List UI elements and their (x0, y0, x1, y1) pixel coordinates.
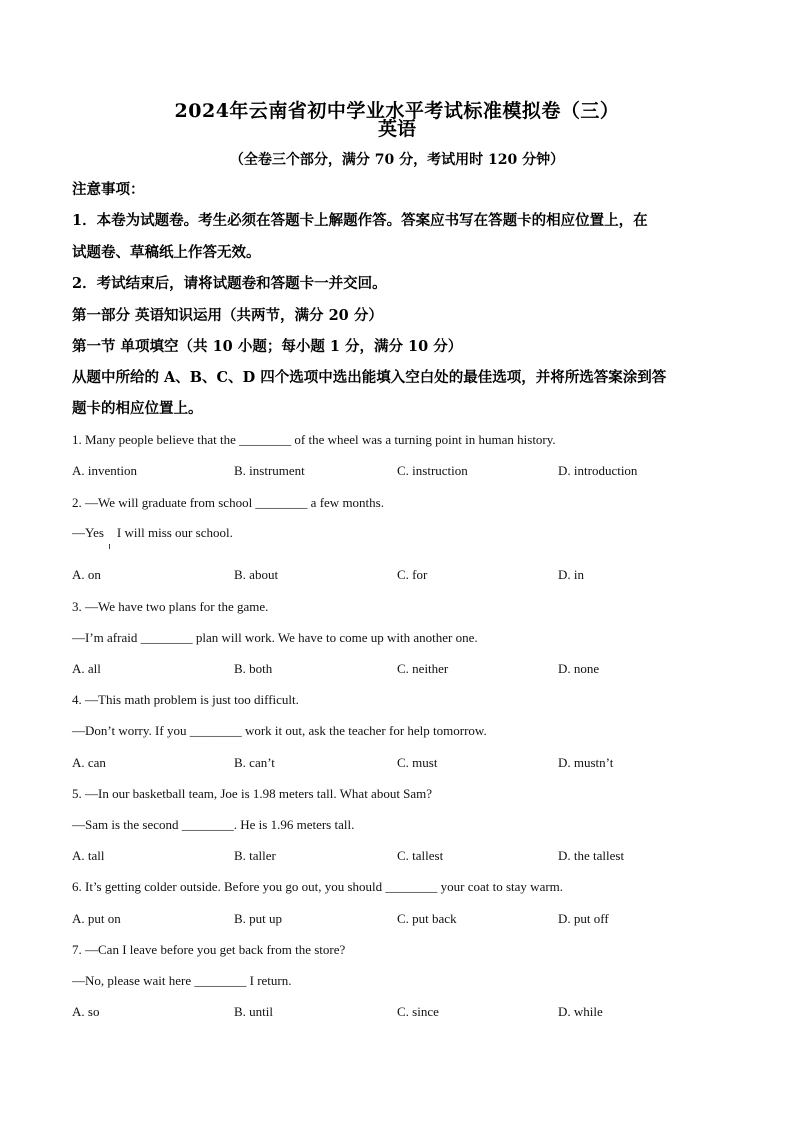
option-d: D. in (558, 567, 584, 582)
option-a: A. can (72, 755, 106, 770)
option-b: B. taller (234, 848, 276, 863)
question-4-reply: —Don’t worry. If you ________ work it out, ask the teacher for help tomorrow. (72, 723, 487, 738)
question-5-options (72, 847, 732, 865)
instruction-line-2: 题卡的相应位置上。 (72, 400, 203, 417)
question-1-options (72, 462, 732, 480)
option-a: A. on (72, 567, 101, 582)
option-d: D. mustn’t (558, 755, 614, 770)
question-3-options (72, 660, 732, 678)
option-c: C. for (397, 567, 428, 582)
option-b: B. about (234, 567, 279, 582)
question-7-stem: 7. —Can I leave before you get back from the store? (72, 942, 346, 957)
subject-title: 英语 (377, 118, 416, 140)
question-2-reply: —Yes I will miss our school. (72, 525, 233, 540)
question-1-stem: 1. Many people believe that the ________ of the wheel was a turning point in human history. (72, 432, 556, 447)
option-a: A. invention (72, 463, 137, 478)
option-d: D. none (558, 661, 600, 676)
option-c: C. tallest (397, 848, 444, 863)
option-d: D. introduction (558, 463, 638, 478)
question-3-reply: —I’m afraid ________ plan will work. We have to come up with another one. (72, 630, 478, 645)
notice-item-1-line-2: 试题卷、草稿纸上作答无效。 (72, 244, 261, 261)
option-c: C. since (397, 1004, 439, 1019)
question-4-stem: 4. —This math problem is just too difficult. (72, 692, 299, 707)
option-b: B. put up (234, 911, 283, 926)
option-c: C. put back (397, 911, 457, 926)
option-d: D. put off (558, 911, 609, 926)
section-title: 第一节 单项填空（共 10 小题；每小题 1 分，满分 10 分） (72, 338, 463, 355)
option-b: B. instrument (234, 463, 305, 478)
notice-heading: 注意事项： (72, 181, 145, 198)
instruction-line-1: 从题中所给的 A、B、C、D 四个选项中选出能填入空白处的最佳选项，并将所选答案涂到答 (72, 369, 667, 386)
option-d: D. the tallest (558, 848, 625, 863)
exam-title: 2024年云南省初中学业水平考试标准模拟卷（三） (174, 100, 620, 122)
part-title: 第一部分 英语知识运用（共两节，满分 20 分） (72, 307, 383, 324)
question-2-stem: 2. —We will graduate from school ________ a few months. (72, 495, 384, 510)
option-d: D. while (558, 1004, 603, 1019)
notice-item-2: 2．考试结束后，请将试题卷和答题卡一并交回。 (72, 275, 387, 292)
option-b: B. until (234, 1004, 274, 1019)
question-6-stem: 6. It’s getting colder outside. Before you go out, you should ________ your coat to stay warm. (72, 879, 564, 894)
option-a: A. put on (72, 911, 121, 926)
question-7-reply: —No, please wait here ________ I return. (72, 973, 292, 988)
option-c: C. must (397, 755, 438, 770)
question-2-options (72, 566, 732, 584)
question-6-options (72, 910, 732, 928)
option-a: A. so (72, 1004, 100, 1019)
notice-item-1-line-1: 1．本卷为试题卷。考生必须在答题卡上解题作答。答案应书写在答题卡的相应位置上，在 (72, 212, 648, 229)
question-5-stem: 5. —In our basketball team, Joe is 1.98 meters tall. What about Sam? (72, 786, 433, 801)
option-c: C. instruction (397, 463, 468, 478)
question-4-options (72, 754, 732, 772)
exam-info: （全卷三个部分，满分 70 分，考试用时 120 分钟） (229, 152, 565, 168)
option-a: A. tall (72, 848, 105, 863)
question-3-stem: 3. —We have two plans for the game. (72, 599, 269, 614)
question-7-options (72, 1003, 732, 1021)
option-b: B. can’t (234, 755, 275, 770)
question-5-reply: —Sam is the second ________. He is 1.96 meters tall. (72, 817, 355, 832)
option-c: C. neither (397, 661, 449, 676)
option-a: A. all (72, 661, 101, 676)
option-b: B. both (234, 661, 273, 676)
stray-mark (109, 544, 110, 549)
